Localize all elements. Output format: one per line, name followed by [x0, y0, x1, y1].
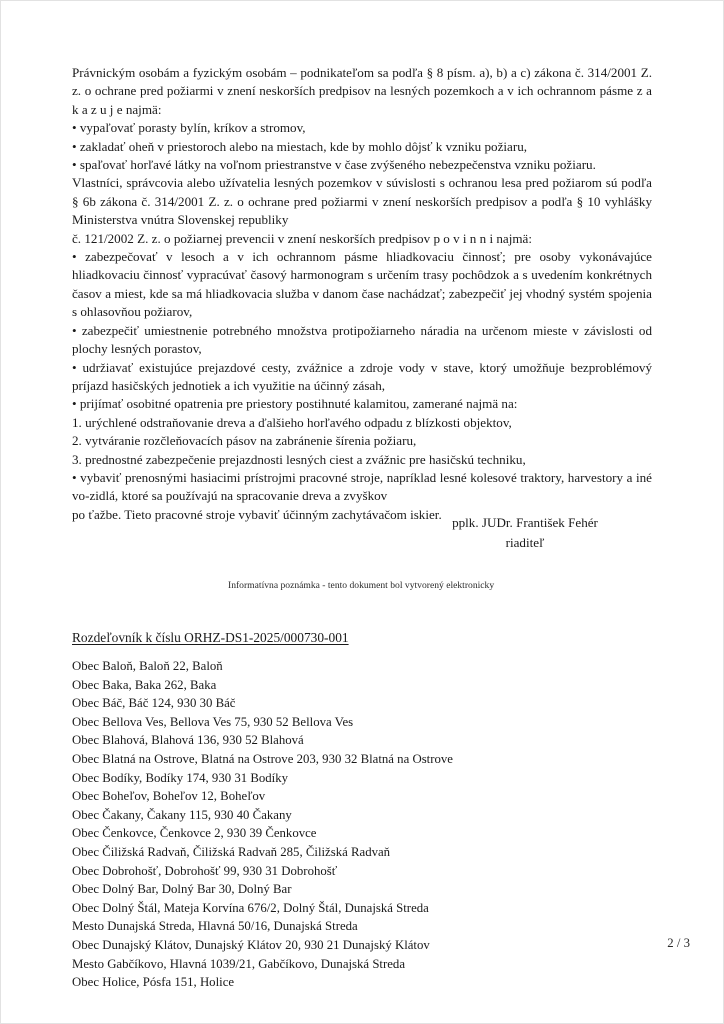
- paragraph-bullet-zakladat: [72, 138, 652, 156]
- text-run: najmä:: [122, 101, 162, 117]
- list-item: Obec Holice, Pósfa 151, Holice: [72, 975, 235, 990]
- list-item: Obec Baka, Baka 262, Baka: [72, 677, 217, 692]
- paragraph-povinni: [72, 230, 652, 248]
- text-run: po ťažbe. Tieto pracovné stroje vybaviť účinným zachytávačom iskier.: [72, 506, 442, 522]
- text-run: p o v i n n i: [433, 230, 494, 246]
- list-item: Obec Bellova Ves, Bellova Ves 75, 930 52 Bellova Ves: [72, 714, 354, 729]
- text-run: Vlastníci, správcovia alebo užívatelia lesných pozemkov v súvislosti s ochranou lesa pred požiarom sú podľa § 6b zákona č. 314/2001 Z. z. o ochrane pred požiarmi v znení neskorších predpisov a podľa § 10 vyhlášky Ministerstva vnútra Slovenskej republiky: [72, 175, 652, 228]
- paragraph-num-2: [72, 432, 652, 450]
- text-run: • zakladať oheň v priestoroch alebo na miestach, kde by mohlo dôjsť k vzniku požiaru,: [72, 138, 528, 154]
- paragraph-bullet-zabezpecit-naradie: [72, 322, 652, 359]
- signature-title: riaditeľ: [505, 535, 545, 550]
- paragraph-bullet-zabezpecovat: [72, 248, 652, 322]
- text-run: z a k a z u j e: [72, 83, 652, 117]
- distribution-heading: Rozdeľovník k číslu ORHZ-DS1-2025/000730-001: [72, 630, 349, 645]
- list-item: Obec Boheľov, Boheľov 12, Boheľov: [72, 789, 266, 804]
- paragraph-num-3: [72, 451, 652, 469]
- page-number: 2 / 3: [667, 936, 690, 950]
- list-item: Obec Dolný Štál, Mateja Korvína 676/2, Dolný Štál, Dunajská Streda: [72, 900, 429, 915]
- list-item: Mesto Gabčíkovo, Hlavná 1039/21, Gabčíkovo, Dunajská Streda: [72, 956, 406, 971]
- list-item: Mesto Dunajská Streda, Hlavná 50/16, Dunajská Streda: [72, 919, 358, 934]
- text-run: • udržiavať existujúce prejazdové cesty, zvážnice a zdroje vody v stave, ktorý umožňuje bezproblémový príjazd hasičských jednotiek a ich využitie na účinný zásah,: [72, 359, 652, 393]
- list-item: Obec Čiližská Radvaň, Čiližská Radvaň 285, Čiližská Radvaň: [72, 844, 391, 859]
- recipient-list: [72, 657, 652, 992]
- list-item: Obec Blatná na Ostrove, Blatná na Ostrove 203, 930 32 Blatná na Ostrove: [72, 751, 453, 766]
- paragraph-num-1: [72, 414, 652, 432]
- document-body: [72, 64, 652, 524]
- text-run: 1. urýchlené odstraňovanie dreva a ďalšieho horľavého odpadu z blízkosti objektov,: [72, 414, 512, 430]
- informative-note: Informatívna poznámka - tento dokument bol vytvorený elektronicky: [228, 580, 495, 591]
- text-run: najmä:: [493, 230, 532, 246]
- list-item: Obec Čakany, Čakany 115, 930 40 Čakany: [72, 807, 292, 822]
- list-item: Obec Dunajský Klátov, Dunajský Klátov 20, 930 21 Dunajský Klátov: [72, 937, 430, 952]
- text-run: č. 121/2002 Z. z. o požiarnej prevencii v znení neskorších predpisov: [72, 230, 434, 246]
- paragraph-intro: [72, 64, 652, 119]
- signature-block: [400, 513, 650, 553]
- list-item: Obec Dolný Bar, Dolný Bar 30, Dolný Bar: [72, 882, 292, 897]
- list-item: Obec Baloň, Baloň 22, Baloň: [72, 659, 223, 673]
- paragraph-bullet-vybavit: [72, 469, 652, 506]
- list-item: Obec Čenkovce, Čenkovce 2, 930 39 Čenkovce: [72, 826, 317, 841]
- text-run: • vypaľovať porasty bylín, kríkov a stromov,: [72, 120, 306, 136]
- list-item: Obec Blahová, Blahová 136, 930 52 Blahová: [72, 733, 304, 748]
- signature-name: pplk. JUDr. František Fehér: [452, 515, 598, 530]
- text-run: • zabezpečovať v lesoch a v ich ochrannom pásme hliadkovaciu činnosť; pre osoby vykonávajúce hliadkovaciu činnosť vypracúvať časový harmonogram s určením trasy pochôdzok a s uvedením konkrétnych časov a miest, kde sa má hliadkovacia služba v danom čase nachádzať; zabezpečiť jej vhodný systém spojenia s ohlasovňou požiarov,: [72, 249, 652, 320]
- text-run: • prijímať osobitné opatrenia pre priestory postihnuté kalamitou, zamerané najmä na:: [72, 396, 518, 412]
- paragraph-bullet-vypalovat: [72, 119, 652, 137]
- paragraph-vlastnici: [72, 174, 652, 229]
- text-run: Právnickým osobám a fyzickým osobám – podnikateľom sa podľa § 8 písm. a), b) a c) zákona č. 314/2001 Z. z. o ochrane pred požiarmi v znení neskorších predpisov na lesných pozemkoch a v ich ochrannom pásme: [72, 65, 652, 99]
- text-run: • zabezpečiť umiestnenie potrebného množstva protipožiarneho náradia na určenom mieste v závislosti od plochy lesných porastov,: [72, 322, 652, 357]
- list-item: Obec Báč, Báč 124, 930 30 Báč: [72, 696, 236, 711]
- text-run: • vybaviť prenosnými hasiacimi prístrojmi pracovné stroje, napríklad lesné kolesové traktory, harvestory a iné vo-zidlá, ktoré sa používajú na spracovanie dreva a zvyškov: [72, 469, 652, 504]
- list-item: Obec Dobrohošť, Dobrohošť 99, 930 31 Dobrohošť: [72, 863, 338, 878]
- paragraph-bullet-spalovat: [72, 156, 652, 174]
- text-run: 3. prednostné zabezpečenie prejazdnosti lesných ciest a zvážnic pre hasičskú techniku,: [72, 451, 526, 467]
- list-item: Obec Bodíky, Bodíky 174, 930 31 Bodíky: [72, 770, 289, 785]
- paragraph-bullet-prijimat: [72, 395, 652, 413]
- text-run: 2. vytváranie rozčleňovacích pásov na zabránenie šírenia požiaru,: [72, 433, 417, 449]
- paragraph-bullet-udrziavat: [72, 359, 652, 396]
- text-run: • spaľovať horľavé látky na voľnom priestranstve v čase zvýšeného nebezpečenstva vzniku požiaru.: [72, 157, 596, 173]
